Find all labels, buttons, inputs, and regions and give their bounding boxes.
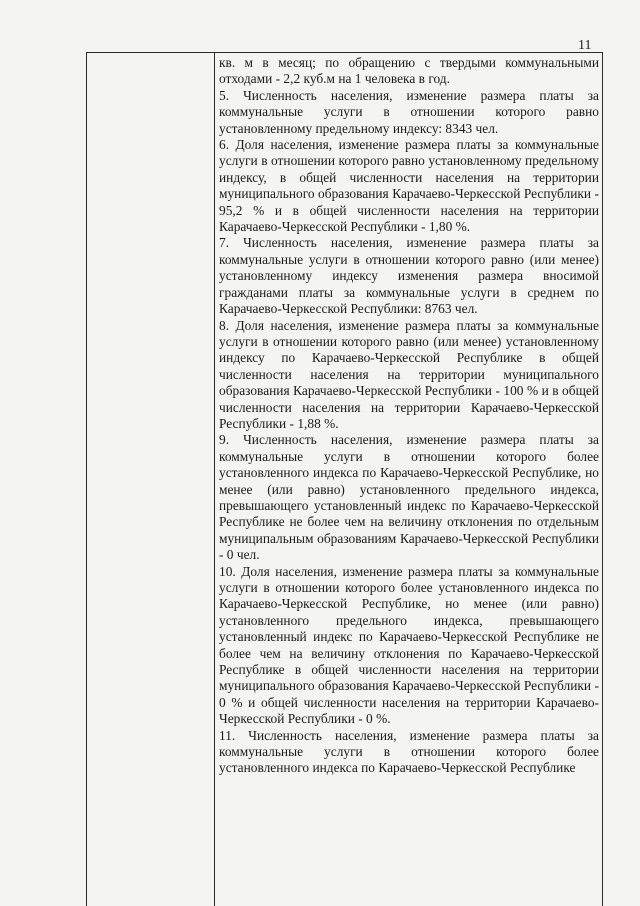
paragraph-item-8: 8. Доля населения, изменение размера платы за коммунальные услуги в отношении которого равно (или менее) установленному индексу по Карачаево-Черкесской Республике в общей численности населения на территории муниципального образования Карачаево-Черкесской Республики - 100 % и в общей численности населения на территории Карачаево-Черкесской Республики - 1,88 %. — [219, 317, 599, 431]
page-number: 11 — [578, 38, 592, 53]
table-right-column — [215, 53, 602, 906]
paragraph-item-6: 6. Доля населения, изменение размера платы за коммунальные услуги в отношении которого равно установленному предельному индексу, в общей численности населения на территории муниципального образования Карачаево-Черкесской Республики - 95,2 % и в общей численности населения на территории Карачаево-Черкесской Республики - 1,80 %. — [219, 137, 599, 235]
paragraph-item-7: 7. Численность населения, изменение размера платы за коммунальные услуги в отношении которого равно (или менее) установленному индексу изменения размера вносимой гражданами платы за коммунальные услуги в среднем по Карачаево-Черкесской Республики: 8763 чел. — [219, 235, 599, 317]
document-table — [86, 52, 603, 906]
paragraph-item-5: 5. Численность населения, изменение размера платы за коммунальные услуги в отношении которого равно установленному предельному индексу: 8343 чел. — [219, 87, 599, 136]
paragraph-item-11: 11. Численность населения, изменение размера платы за коммунальные услуги в отношении которого более установленного индекса по Карачаево-Черкесской Республике — [219, 727, 599, 776]
paragraph-item-9: 9. Численность населения, изменение размера платы за коммунальные услуги в отношении которого более установленного индекса по Карачаево-Черкесской Республике, но менее (или равно) установленного предельного индекса, превышающего установленный индекс по Карачаево-Черкесской Республике не более чем на величину отклонения по отдельным муниципальным образованиям Карачаево-Черкесской Республики - 0 чел. — [219, 432, 599, 563]
paragraph-item-10: 10. Доля населения, изменение размера платы за коммунальные услуги в отношении которого более установленного индекса по Карачаево-Черкесской Республике, но менее (или равно) установленного предельного индекса, превышающего установленный индекс по Карачаево-Черкесской Республике не более чем на величину отклонения по Карачаево-Черкесской Республике в общей численности населения на территории муниципального образования Карачаево-Черкесской Республики - 0 % и общей численности населения на территории Карачаево-Черкесской Республики - 0 %. — [219, 563, 599, 727]
paragraph-continuation: кв. м в месяц; по обращению с твердыми коммунальными отходами - 2,2 куб.м на 1 человека в год. — [219, 55, 599, 87]
table-left-column — [87, 53, 215, 906]
